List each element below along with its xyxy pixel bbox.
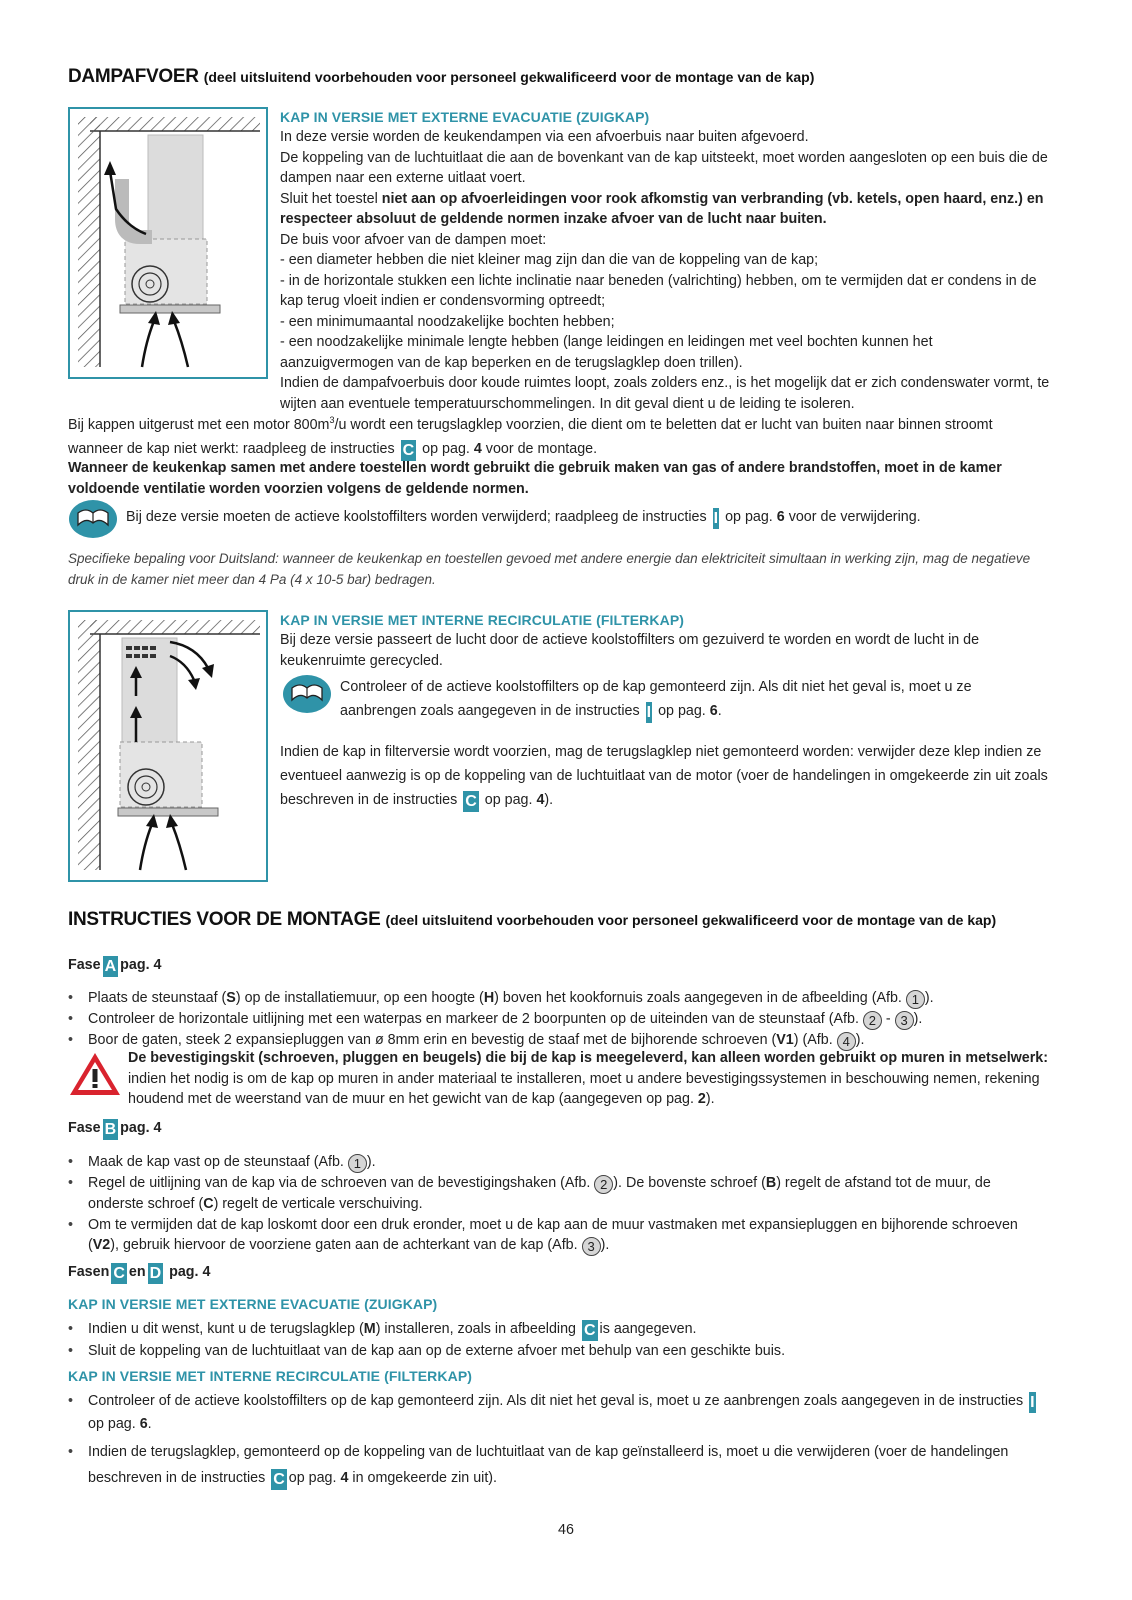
phase-badge-d: D — [149, 1265, 162, 1282]
mounting-kit-warning: De bevestigingskit (schroeven, pluggen en beugels) die bij de kap is meegeleverd, kan alleen worden gebruikt op muren in metselwerk: indien het nodig is om de kap op muren in ander materiaal te installeren, moet u andere bevestigingssystemen in beschouwing nemen, rekening houdend met de weerstand van de muur en het gewicht van de kap (aangegeven op pag. 2). — [128, 1050, 1049, 1107]
instruction-badge-i: I — [1030, 1394, 1035, 1411]
figure-number: 3 — [582, 1237, 601, 1256]
list-item: • Indien de terugslagklep, gemonteerd op de koppeling van de luchtuitlaat van de kap geïnstalleerd is, moet u die verwijderen (voer de handelingen beschreven in de instructies C op pag. 4 in omgekeerde zin uit). — [68, 1439, 1050, 1491]
int-recirculation-heading: KAP IN VERSIE MET INTERNE RECIRCULATIE (FILTERKAP) — [280, 612, 685, 628]
ext-evacuation-heading: KAP IN VERSIE MET EXTERNE EVACUATIE (ZUIGKAP) — [280, 109, 650, 125]
list-item: • Plaats de steunstaaf (S) op de installatiemuur, op een hoogte (H) boven het kookfornuis zoals aangegeven in de afbeelding (Afb. 1 ). — [68, 988, 1050, 1009]
paragraph: De buis voor afvoer van de dampen moet: — [280, 231, 547, 248]
paragraph: Indien de dampafvoerbuis door koude ruimtes loopt, zoals zolders enz., is het mogelijk dat er zich condenswater vormt, te wijten aan eventuele temperatuurschommelingen. In dit geval dient u de leiding te isoleren. — [280, 375, 1050, 412]
instruction-badge-i: I — [713, 510, 719, 527]
paragraph: De koppeling van de luchtuitlaat die aan de bovenkant van de kap uitsteekt, moet worden aangesloten op een buis die de dampen naar een externe uitlaat voert. — [280, 149, 1048, 186]
list-item: - een diameter hebben die niet kleiner mag zijn dan die van de koppeling van de kap; — [280, 252, 819, 268]
hood-duct-illustration — [70, 109, 266, 377]
figure-number: 2 — [863, 1011, 882, 1030]
list-item: • Controleer of de actieve koolstoffilters op de kap gemonteerd zijn. Als dit niet het geval is, moet u ze aanbrengen zoals aangegeven in de instructies Iop pag. 6. — [68, 1390, 1050, 1435]
section-title-dampafvoer: DAMPAFVOER (deel uitsluitend voorbehouden voor personeel gekwalificeerd voor de montage van de kap) — [68, 66, 815, 87]
ext-evacuation-text — [280, 127, 1050, 414]
fase-a-heading: Fase A pag. 4 — [68, 957, 162, 975]
list-item: • Sluit de koppeling van de luchtuitlaat van de kap aan op de externe afvoer met behulp van een geschikte buis. — [68, 1341, 1050, 1362]
list-item: • Maak de kap vast op de steunstaaf (Afb. 1 ). — [68, 1152, 1050, 1173]
list-item: • Om te vermijden dat de kap loskomt door een druk eronder, moet u de kap aan de muur vastmaken met expansiepluggen en bijhorende schroeven (V2), gebruik hiervoor de voorziene gaten aan de achterkant van de kap (Afb. 3 ). — [68, 1215, 1050, 1257]
warning-triangle-icon — [68, 1050, 122, 1105]
int-recirculation-heading-2: KAP IN VERSIE MET INTERNE RECIRCULATIE (FILTERKAP) — [68, 1368, 473, 1384]
list-item: - een noodzakelijke minimale lengte hebben (lange leidingen en leidingen met veel bochten kunnen het aanzuigvermogen van de kap beperken en de terugslagklep doen trillen). — [280, 334, 933, 371]
phase-badge-a: A — [104, 958, 117, 975]
book-icon — [68, 499, 118, 539]
figure-internal-recirculation — [68, 610, 268, 882]
instruction-badge-c: C — [402, 441, 415, 459]
fase-b-list — [68, 1152, 1050, 1256]
book-icon — [282, 674, 332, 714]
hood-filter-illustration — [70, 612, 266, 880]
list-item: - een minimumaantal noodzakelijke bochten hebben; — [280, 313, 615, 330]
figure-external-evacuation — [68, 107, 268, 379]
instruction-badge-c: C — [273, 1471, 285, 1488]
section-subtitle: (deel uitsluitend voorbehouden voor personeel gekwalificeerd voor de montage van de kap) — [385, 912, 997, 928]
instruction-badge-c: C — [465, 793, 477, 810]
phase-badge-b: B — [104, 1121, 117, 1138]
list-item: • Indien u dit wenst, kunt u de terugslagklep (M) installeren, zoals in afbeelding C is aangegeven. — [68, 1319, 1050, 1341]
germany-note: Specifieke bepaling voor Duitsland: wanneer de keukenkap en toestellen gevoed met andere energie dan elektriciteit simultaan in werking zijn, mag de negatieve druk in de kamer niet meer dan 4 Pa (4 x 10-5 bar) bedragen. — [68, 551, 1031, 587]
figure-number: 3 — [895, 1011, 914, 1030]
fasen-cd-heading: Fasen C en D pag. 4 — [68, 1264, 211, 1282]
note-remove-filters: Bij deze versie moeten de actieve koolstoffilters worden verwijderd; raadpleeg de instructies I op pag. 6 voor de verwijdering. — [126, 509, 921, 527]
fase-a-list — [68, 988, 1050, 1051]
section-subtitle: (deel uitsluitend voorbehouden voor personeel gekwalificeerd voor de montage van de kap) — [203, 69, 815, 85]
int-recirculation-p1: Bij deze versie passeert de lucht door de actieve koolstoffilters om gezuiverd te worden en wordt de lucht in de keukenruimte gerecycled. — [280, 632, 980, 669]
page-number: 46 — [558, 1522, 574, 1538]
list-item: • Regel de uitlijning van de kap via de schroeven van de bevestigingshaken (Afb. 2 ). De bovenste schroef (B) regelt de afstand tot de muur, de onderste schroef (C) regelt de verticale verschuiving. — [68, 1173, 1050, 1215]
figure-number: 1 — [348, 1154, 367, 1173]
fase-b-heading: Fase B pag. 4 — [68, 1120, 162, 1138]
instruction-badge-c: C — [583, 1322, 596, 1339]
paragraph: Sluit het toestel niet aan op afvoerleidingen voor rook afkomstig van verbranding (vb. ketels, open haard, enz.) en respecteer absoluut de geldende normen inzake afvoer van de lucht naar buiten. — [280, 190, 1044, 227]
figure-number: 2 — [594, 1175, 613, 1194]
section-title-montage: INSTRUCTIES VOOR DE MONTAGE (deel uitsluitend voorbehouden voor personeel gekwalificeerd voor de montage van de kap) — [68, 909, 997, 930]
motor-paragraph: Bij kappen uitgerust met een motor $800m^3/u$ wordt een terugslagklep voorzien, die dient om te beletten dat er lucht van buiten naar binnen stroomt wanneer de kap niet werkt: raadpleeg de instructies C op pag. 4 voor de montage. — [68, 415, 993, 459]
int-recirculation-p2: Indien de kap in filterversie wordt voorzien, mag de terugslagklep niet gemonteerd worden: verwijder deze klep indien ze eventueel aanwezig is op de koppeling van de luchtuitlaat van de motor (voer de handelingen in omgekeerde zin uit zoals beschreven in de instructies C op pag. 4). — [280, 744, 1048, 810]
phase-badge-c: C — [113, 1265, 125, 1282]
figure-number: 4 — [837, 1032, 856, 1051]
ext-evacuation-list — [68, 1319, 1050, 1362]
paragraph: In deze versie worden de keukendampen via een afvoerbuis naar buiten afgevoerd. — [280, 129, 809, 145]
note-check-filters: Controleer of de actieve koolstoffilters op de kap gemonteerd zijn. Als dit niet het geval is, moet u ze aanbrengen zoals aangegeven in de instructies I op pag. 6. — [340, 679, 972, 721]
list-item: - in de horizontale stukken een lichte inclinatie naar beneden (valrichting) hebben, om te vermijden dat er condens in de kap terug vloeit indien er condensvorming optreedt; — [280, 272, 1037, 309]
list-item: • Boor de gaten, steek 2 expansiepluggen van ø 8mm erin en bevestig de staaf met de bijhorende schroeven (V1) (Afb. 4 ). — [68, 1030, 1050, 1051]
ext-evacuation-heading-2: KAP IN VERSIE MET EXTERNE EVACUATIE (ZUIGKAP) — [68, 1296, 438, 1312]
instruction-badge-i: I — [646, 704, 652, 721]
figure-number: 1 — [906, 990, 925, 1009]
int-recirculation-list — [68, 1390, 1050, 1491]
list-item: • Controleer de horizontale uitlijning met een waterpas en markeer de 2 boorpunten op de uiteinden van de steunstaaf (Afb. 2 - 3 ). — [68, 1009, 1050, 1030]
gas-warning: Wanneer de keukenkap samen met andere toestellen wordt gebruikt die gebruik maken van gas of andere brandstoffen, moet in de kamer voldoende ventilatie worden voorzien volgens de geldende normen. — [68, 460, 1002, 497]
